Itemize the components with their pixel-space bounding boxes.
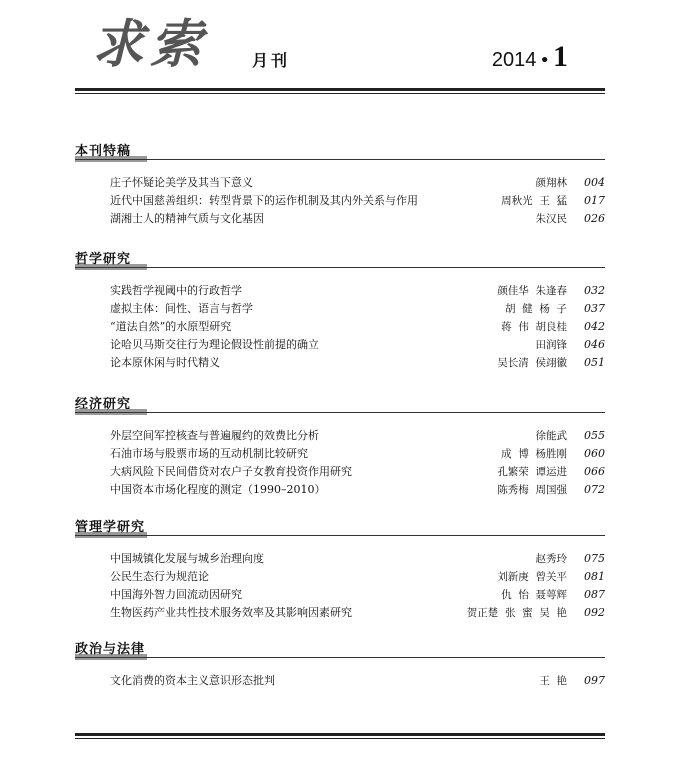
entry-list — [75, 174, 605, 228]
entry-author: 吴长清 侯翊徽 — [497, 357, 567, 369]
entry-author: 蒋 伟 胡良桂 — [501, 321, 567, 333]
toc-entry[interactable] — [75, 481, 605, 499]
entry-author: 孔繁荣 谭运进 — [497, 466, 567, 478]
section-special-articles — [75, 140, 605, 225]
entry-author: 刘新庚 曾关平 — [497, 571, 567, 583]
section-title: 本刊特稿 — [75, 144, 132, 159]
entry-author: 颜佳华 朱逢春 — [497, 285, 567, 297]
toc-entry[interactable] — [75, 210, 605, 228]
toc-entry[interactable] — [75, 336, 605, 354]
entry-author: 仇 怡 聂萼辉 — [501, 589, 567, 601]
section-title: 经济研究 — [75, 397, 132, 412]
toc-entry[interactable] — [75, 586, 605, 604]
entry-title: 庄子怀疑论美学及其当下意义 — [110, 176, 253, 189]
section-economics — [75, 393, 605, 496]
toc-entry[interactable] — [75, 550, 605, 568]
issue-year: 2014 — [491, 49, 537, 71]
section-philosophy — [75, 248, 605, 369]
entry-page: 032 — [584, 284, 605, 297]
footer-rule-thin — [75, 738, 605, 739]
entry-author: 颜翔林 — [535, 177, 567, 189]
entry-author: 王 艳 — [539, 675, 567, 687]
entry-title: 公民生态行为规范论 — [110, 570, 209, 583]
toc-entry[interactable] — [75, 568, 605, 586]
entry-page: 075 — [584, 552, 605, 565]
header-rule-thin — [75, 93, 605, 94]
toc-entry[interactable] — [75, 282, 605, 300]
section-title: 政治与法律 — [75, 642, 146, 657]
entry-title: 中国城镇化发展与城乡治理向度 — [110, 552, 264, 565]
toc-entry[interactable] — [75, 672, 605, 690]
entry-page: 087 — [584, 588, 605, 601]
toc-entry[interactable] — [75, 445, 605, 463]
section-rule — [75, 657, 605, 658]
entry-author: 贺正楚 张 蜜 吴 艳 — [466, 607, 567, 619]
entry-author: 陈秀梅 周国强 — [497, 484, 567, 496]
issue-number — [492, 40, 568, 74]
footer-rule-thick — [75, 733, 605, 736]
entry-title: 中国海外智力回流动因研究 — [110, 588, 242, 601]
section-header — [75, 638, 605, 656]
entry-title: 虚拟主体：间性、语言与哲学 — [110, 302, 253, 315]
entry-author: 赵秀玲 — [535, 553, 567, 565]
entry-page: 060 — [584, 447, 605, 460]
toc-entry[interactable] — [75, 300, 605, 318]
entry-page: 046 — [584, 338, 605, 351]
toc-entry[interactable] — [75, 192, 605, 210]
monthly-label: 月刊 — [252, 51, 291, 70]
section-politics-law — [75, 638, 605, 687]
entry-list — [75, 282, 605, 372]
entry-list — [75, 672, 605, 690]
issue-dot: • — [539, 50, 550, 71]
toc-entry[interactable] — [75, 174, 605, 192]
entry-title: 生物医药产业共性技术服务效率及其影响因素研究 — [110, 606, 352, 619]
entry-title: 大病风险下民间借贷对农户子女教育投资作用研究 — [110, 465, 352, 478]
header-rule-thick — [75, 88, 605, 91]
entry-page: 055 — [584, 429, 605, 442]
entry-page: 066 — [584, 465, 605, 478]
entry-list — [75, 427, 605, 499]
entry-author: 田润锋 — [535, 339, 567, 351]
entry-page: 037 — [584, 302, 605, 315]
entry-title: 近代中国慈善组织：转型背景下的运作机制及其内外关系与作用 — [110, 194, 418, 207]
toc-entry[interactable] — [75, 427, 605, 445]
entry-page: 092 — [584, 606, 605, 619]
entry-title: 湖湘士人的精神气质与文化基因 — [110, 212, 264, 225]
entry-page: 042 — [584, 320, 605, 333]
toc-entry[interactable] — [75, 604, 605, 622]
section-header — [75, 516, 605, 534]
toc-entry[interactable] — [75, 463, 605, 481]
section-rule — [75, 159, 605, 160]
entry-page: 017 — [584, 194, 605, 207]
entry-page: 051 — [584, 356, 605, 369]
entry-title: 论本原休闲与时代精义 — [110, 356, 220, 369]
toc-entry[interactable] — [75, 354, 605, 372]
entry-title: 论哈贝马斯交往行为理论假设性前提的确立 — [110, 338, 319, 351]
entry-title: 中国资本市场化程度的测定（1990–2010） — [110, 483, 326, 496]
section-rule — [75, 535, 605, 536]
entry-title: 文化消费的资本主义意识形态批判 — [110, 674, 275, 687]
journal-logo-text: 求索 — [92, 14, 209, 72]
entry-author: 成 博 杨胜刚 — [501, 448, 567, 460]
entry-page: 072 — [584, 483, 605, 496]
toc-entry[interactable] — [75, 318, 605, 336]
entry-list — [75, 550, 605, 622]
section-title: 管理学研究 — [75, 520, 146, 535]
entry-author: 朱汉民 — [535, 213, 567, 225]
entry-author: 徐能武 — [535, 430, 567, 442]
entry-page: 097 — [584, 674, 605, 687]
issue-num: 1 — [553, 40, 568, 73]
section-header — [75, 393, 605, 411]
entry-author: 周秋光 王 猛 — [501, 195, 567, 207]
journal-logo — [92, 8, 232, 72]
entry-page: 081 — [584, 570, 605, 583]
entry-title: 实践哲学视阈中的行政哲学 — [110, 284, 242, 297]
section-rule — [75, 267, 605, 268]
entry-author: 胡 健 杨 子 — [504, 303, 567, 315]
entry-page: 026 — [584, 212, 605, 225]
entry-page: 004 — [584, 176, 605, 189]
entry-title: “道法自然”的水原型研究 — [110, 320, 232, 333]
entry-title: 外层空间军控核查与普遍履约的效费比分析 — [110, 429, 319, 442]
section-header — [75, 140, 605, 158]
section-management — [75, 516, 605, 619]
section-title: 哲学研究 — [75, 252, 132, 267]
section-rule — [75, 412, 605, 413]
entry-title: 石油市场与股票市场的互动机制比较研究 — [110, 447, 308, 460]
section-header — [75, 248, 605, 266]
